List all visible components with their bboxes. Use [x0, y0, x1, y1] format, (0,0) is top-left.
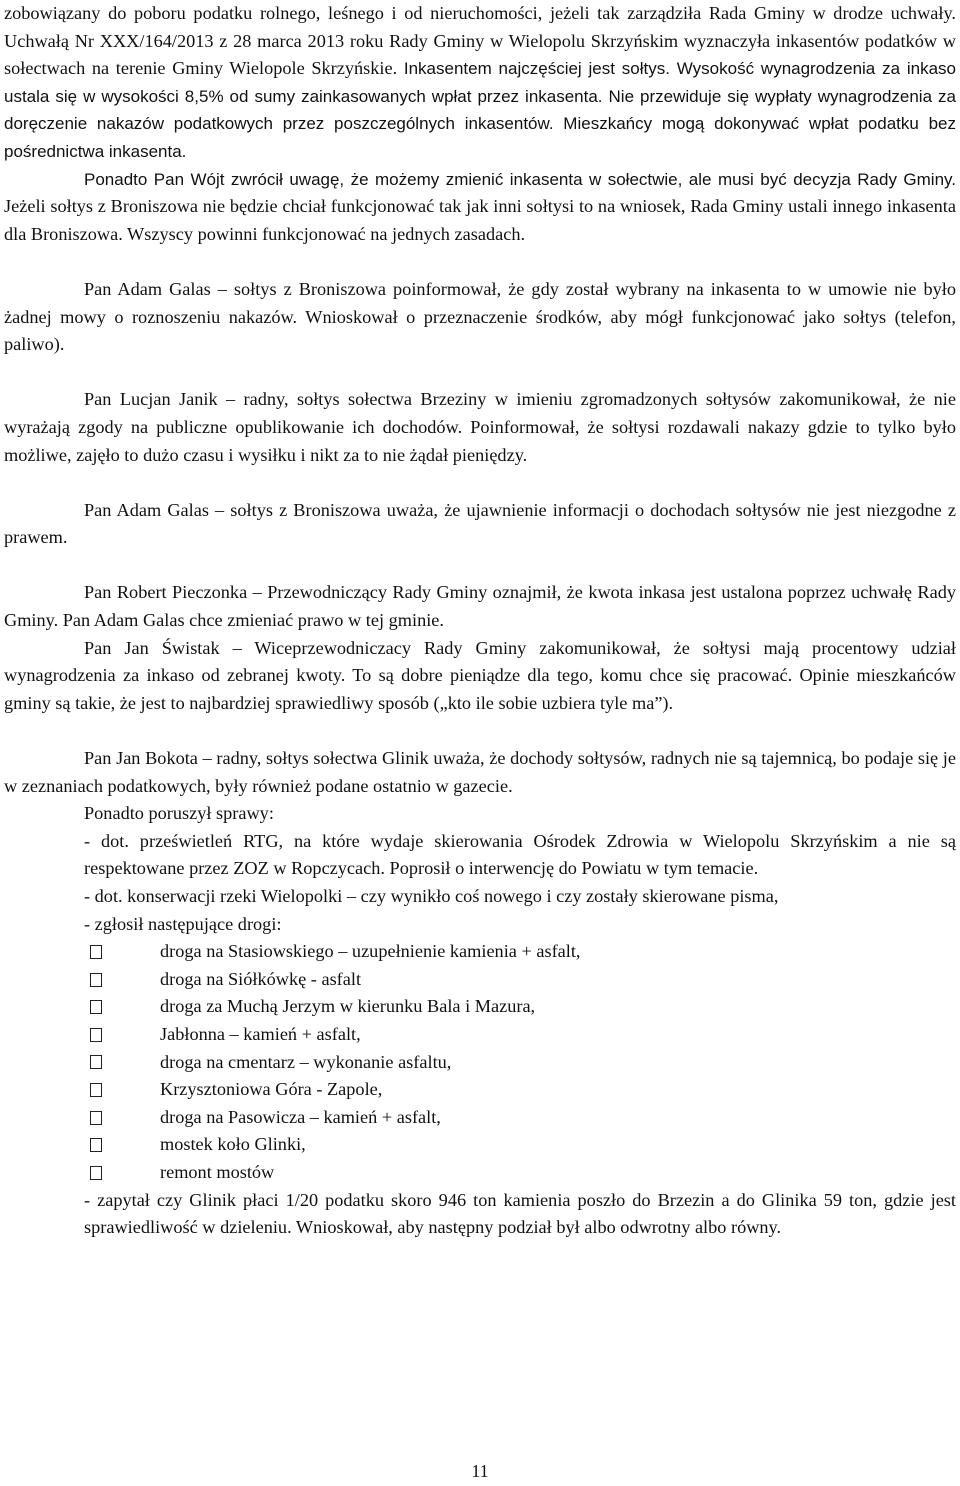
bullet-box-icon: [90, 945, 102, 959]
list-item: mostek koło Glinki,: [4, 1131, 956, 1159]
list-item: droga na Pasowicza – kamień + asfalt,: [4, 1104, 956, 1132]
bullet-box-icon: [90, 1000, 102, 1014]
bullet-box-icon: [90, 1138, 102, 1152]
bullet-box-icon: [90, 1111, 102, 1125]
roads-list: [4, 938, 956, 1186]
list-item: droga za Muchą Jerzym w kierunku Bala i Mazura,: [4, 993, 956, 1021]
paragraph-swistak: Pan Jan Świstak – Wiceprzewodniczacy Rady Gminy zakomunikował, że sołtysi mają procentowy udział wynagrodzenia za inkaso od zebranej kwoty. To są dobre pieniądze dla tego, komu chce się pracować. Opinie mieszkańców gminy są takie, że jest to najbardziej sprawiedliwy sposób („kto ile sobie uzbiera tyle ma”).: [4, 637, 956, 713]
page-number: 11: [471, 1461, 489, 1481]
list-item: droga na Stasiowskiego – uzupełnienie kamienia + asfalt,: [4, 938, 956, 966]
bullet-box-icon: [90, 973, 102, 987]
paragraph-wojt: Ponadto Pan Wójt zwrócił uwagę, że możemy zmienić inkasenta w sołectwie, ale musi być decyzja Rady Gminy. Jeżeli sołtys z Broniszowa nie będzie chciał funkcjonować tak jak inni sołtysi to na wniosek, Rada Gminy ustali innego inkasenta dla Broniszowa. Wszyscy powinni funkcjonować na jednych zasadach.: [4, 169, 956, 244]
list-item: droga na Siółkówkę - asfalt: [4, 966, 956, 994]
list-item: remont mostów: [4, 1159, 956, 1187]
paragraph-drogi-heading: - zgłosił następujące drogi:: [84, 913, 282, 934]
list-item: droga na cmentarz – wykonanie asfaltu,: [4, 1049, 956, 1077]
bullet-box-icon: [90, 1166, 102, 1180]
list-item: Jabłonna – kamień + asfalt,: [4, 1021, 956, 1049]
paragraph-glinik: - zapytał czy Glinik płaci 1/20 podatku skoro 946 ton kamienia poszło do Brzezin a do Glinika 59 ton, gdzie jest sprawiedliwość w dzieleniu. Wnioskował, aby następny podział był albo odwrotny albo równy.: [84, 1189, 956, 1238]
bullet-box-icon: [90, 1055, 102, 1069]
paragraph-wielopolka: - dot. konserwacji rzeki Wielopolki – czy wynikło coś nowego i czy zostały skierowane pisma,: [84, 886, 779, 906]
paragraph-sprawy-heading: Ponadto poruszył sprawy:: [84, 803, 274, 824]
paragraph-janik: Pan Lucjan Janik – radny, sołtys sołectwa Brzeziny w imieniu zgromadzonych sołtysów zakomunikował, że nie wyrażają zgody na publiczne opublikowanie ich dochodów. Poinformował, że sołtysi rozdawali nakazy gdzie to tylko było możliwe, zajęło to dużo czasu i wysiłku i nikt za to nie żądał pieniędzy.: [4, 389, 956, 465]
paragraph-rtg: - dot. prześwietleń RTG, na które wydaje skierowania Ośrodek Zdrowia w Wielopolu Skrzyńskim a nie są respektowane przez ZOZ w Ropczycach. Poprosił o interwencję do Powiatu w tym temacie.: [84, 830, 956, 879]
paragraph-inkasenci: zobowiązany do poboru podatku rolnego, leśnego i od nieruchomości, jeżeli tak zarządziła Rada Gminy w drodze uchwały. Uchwałą Nr XXX/164/2013 z 28 marca 2013 roku Rady Gminy w Wielopolu Skrzyńskim wyznaczyła inkasentów podatków w sołectwach na terenie Gminy Wielopole Skrzyńskie. Inkasentem najczęściej jest sołtys. Wysokość wynagrodzenia za inkaso ustala się w wysokości 8,5% od sumy zainkasowanych wpłat przez inkasenta. Nie przewiduje się wypłaty wynagrodzenia za doręczenie nakazów podatkowych przez poszczególnych inkasentów. Mieszkańcy mogą dokonywać wpłat podatku bez pośrednictwa inkasenta.: [4, 3, 956, 161]
paragraph-galas-2: Pan Adam Galas – sołtys z Broniszowa uważa, że ujawnienie informacji o dochodach sołtysów nie jest niezgodne z prawem.: [4, 499, 956, 548]
paragraph-bokota: Pan Jan Bokota – radny, sołtys sołectwa Glinik uważa, że dochody sołtysów, radnych nie są tajemnicą, bo podaje się je w zeznaniach podatkowych, były również podane ostatnio w gazecie.: [4, 748, 956, 796]
list-item: Krzysztoniowa Góra - Zapole,: [4, 1076, 956, 1104]
bullet-box-icon: [90, 1083, 102, 1097]
bullet-box-icon: [90, 1028, 102, 1042]
paragraph-pieczonka: Pan Robert Pieczonka – Przewodniczący Rady Gminy oznajmił, że kwota inkasa jest ustalona poprzez uchwałę Rady Gminy. Pan Adam Galas chce zmieniać prawo w tej gminie.: [4, 582, 956, 631]
paragraph-galas-1: Pan Adam Galas – sołtys z Broniszowa poinformował, że gdy został wybrany na inkasenta to w umowie nie było żadnej mowy o roznoszeniu nakazów. Wnioskował o przeznaczenie środków, aby mógł funkcjonować jako sołtys (telefon, paliwo).: [4, 278, 956, 355]
